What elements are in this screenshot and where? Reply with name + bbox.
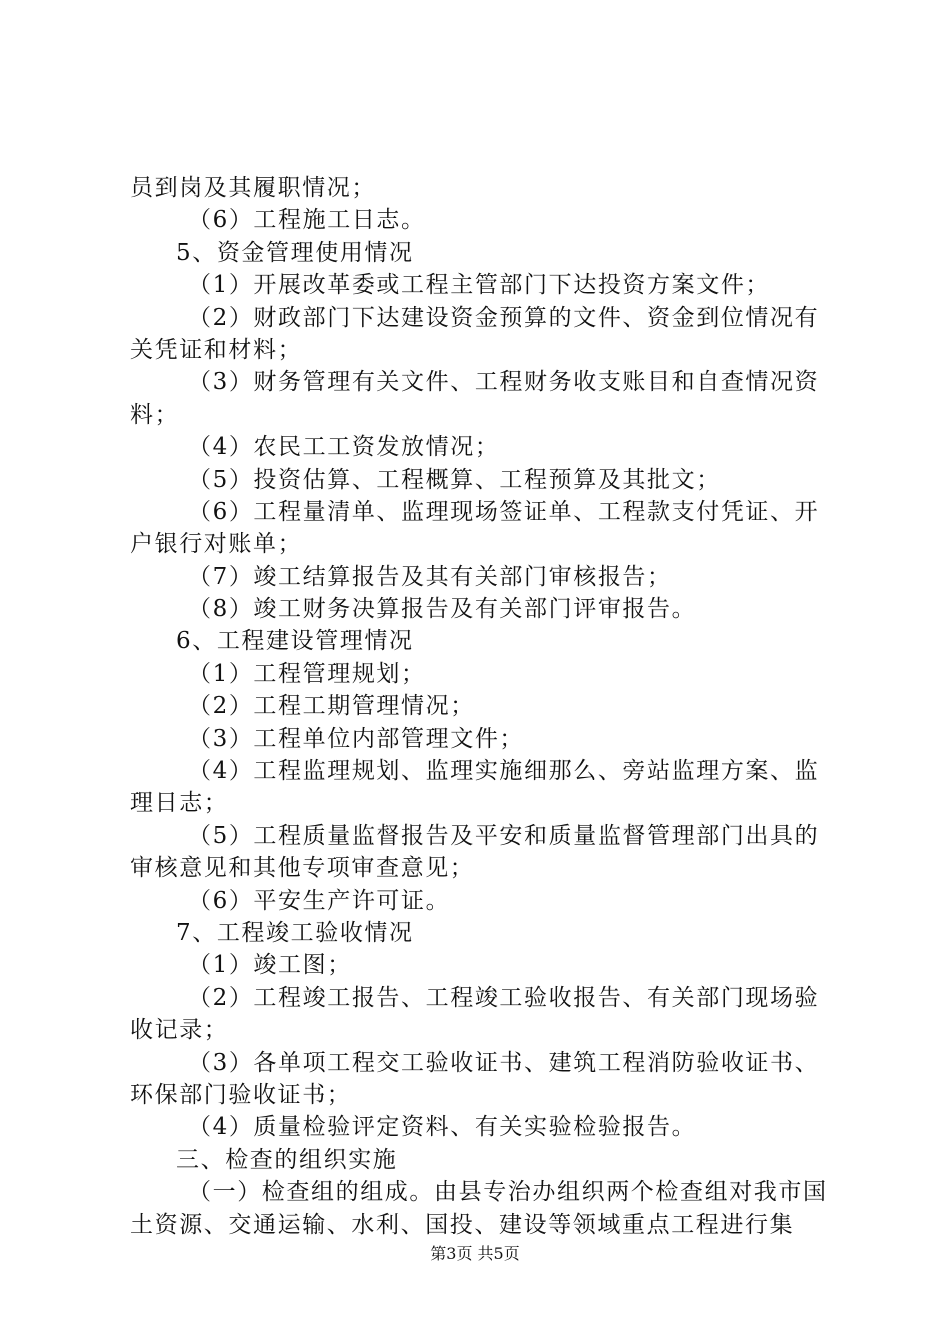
text-line: 关凭证和材料； [130,336,303,363]
text-line: 审核意见和其他专项审查意见； [130,855,475,882]
text-line: （3）工程单位内部管理文件； [188,725,525,752]
document-body [130,172,834,1241]
page-footer: 第3页 共5页 [430,1244,520,1263]
text-line: 7、工程竣工验收情况 [176,919,414,946]
text-line: （4）质量检验评定资料、有关实验检验报告。 [188,1114,697,1141]
text-line: （5）投资估算、工程概算、工程预算及其批文； [188,466,721,493]
text-line: 三、检查的组织实施 [176,1146,398,1173]
text-line: 5、资金管理使用情况 [176,239,414,266]
text-line: （1）工程管理规划； [188,660,426,687]
text-line: （7）竣工结算报告及其有关部门审核报告； [188,563,672,590]
text-line: （2）财政部门下达建设资金预算的文件、资金到位情况有 [188,304,820,331]
text-line: 员到岗及其履职情况； [130,175,376,201]
text-line: （1）竣工图； [188,952,352,979]
text-line: 料； [130,401,180,428]
text-line: （5）工程质量监督报告及平安和质量监督管理部门出具的 [188,822,820,849]
text-line: 收记录； [130,1017,229,1044]
text-line: （一）检查组的组成。由县专治办组织两个检查组对我市国 [188,1179,828,1206]
text-line: （4）工程监理规划、监理实施细那么、旁站监理方案、监 [188,758,820,785]
text-line: 户银行对账单； [130,531,303,558]
text-line: （6）平安生产许可证。 [188,887,451,914]
text-line: （2）工程竣工报告、工程竣工验收报告、有关部门现场验 [188,984,820,1011]
text-line: （1）开展改革委或工程主管部门下达投资方案文件； [188,272,771,299]
text-line: （2）工程工期管理情况； [188,693,475,720]
text-line: （6）工程施工日志。 [188,207,426,234]
text-line: 6、工程建设管理情况 [176,628,414,655]
text-line: 环保部门验收证书； [130,1081,352,1108]
text-line: 土资源、交通运输、水利、国投、建设等领域重点工程进行集 [130,1211,795,1238]
text-line: （4）农民工工资发放情况； [188,434,500,461]
text-line: （8）竣工财务决算报告及有关部门评审报告。 [188,596,697,623]
text-line: （3）各单项工程交工验收证书、建筑工程消防验收证书、 [188,1049,820,1076]
text-line: （3）财务管理有关文件、工程财务收支账目和自查情况资 [188,369,820,396]
text-line: 理日志； [130,790,229,817]
text-line: （6）工程量清单、监理现场签证单、工程款支付凭证、开 [188,498,820,525]
